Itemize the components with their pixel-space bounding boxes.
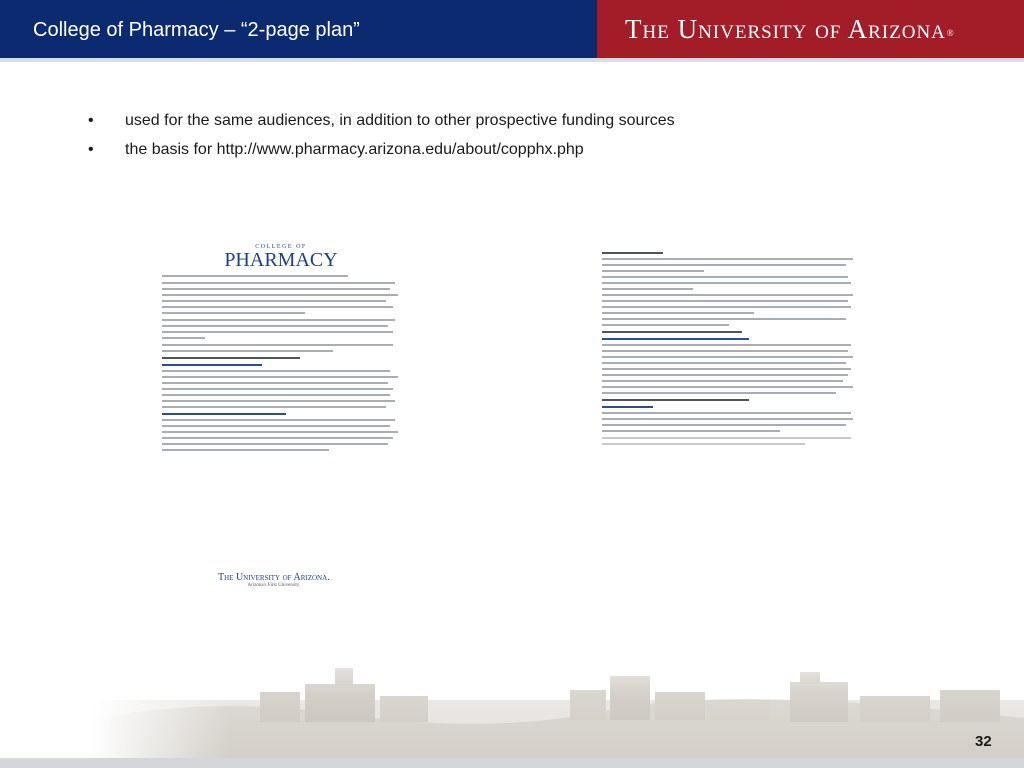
university-logo	[625, 14, 955, 45]
logo-top-text: COLLEGE OF	[255, 244, 307, 250]
bullet-list	[88, 110, 675, 168]
slide-title: College of Pharmacy – “2-page plan”	[33, 19, 360, 41]
footer-bar	[0, 758, 1024, 768]
bullet-marker: •	[88, 141, 94, 158]
header-divider	[0, 58, 1024, 62]
bullet-item	[88, 139, 675, 168]
campus-photo-image	[90, 640, 1024, 760]
plan-page-two-image	[602, 252, 856, 562]
page-one-text-lines	[160, 275, 402, 451]
logo-main-text: PHARMACY	[224, 249, 338, 271]
bullet-text: the basis for http://www.pharmacy.arizona.edu/about/copphx.php	[125, 141, 584, 158]
university-footer-logo	[218, 572, 330, 588]
footer-tagline: Arizona's First University.	[247, 583, 301, 588]
header-logo-bar	[597, 0, 1024, 58]
header-title-bar	[0, 0, 597, 58]
bullet-marker: •	[88, 112, 94, 129]
bullet-item	[88, 110, 675, 139]
page-two-text-lines	[602, 252, 856, 445]
footer-university-name: The University of Arizona.	[218, 572, 330, 583]
slide-number: 32	[975, 733, 992, 750]
bullet-text: used for the same audiences, in addition to other prospective funding sources	[125, 112, 675, 129]
plan-page-one-image	[160, 240, 402, 598]
registered-mark: ®	[946, 28, 955, 38]
college-of-pharmacy-logo	[160, 244, 402, 270]
university-logo-text: The University of Arizona	[625, 14, 946, 44]
